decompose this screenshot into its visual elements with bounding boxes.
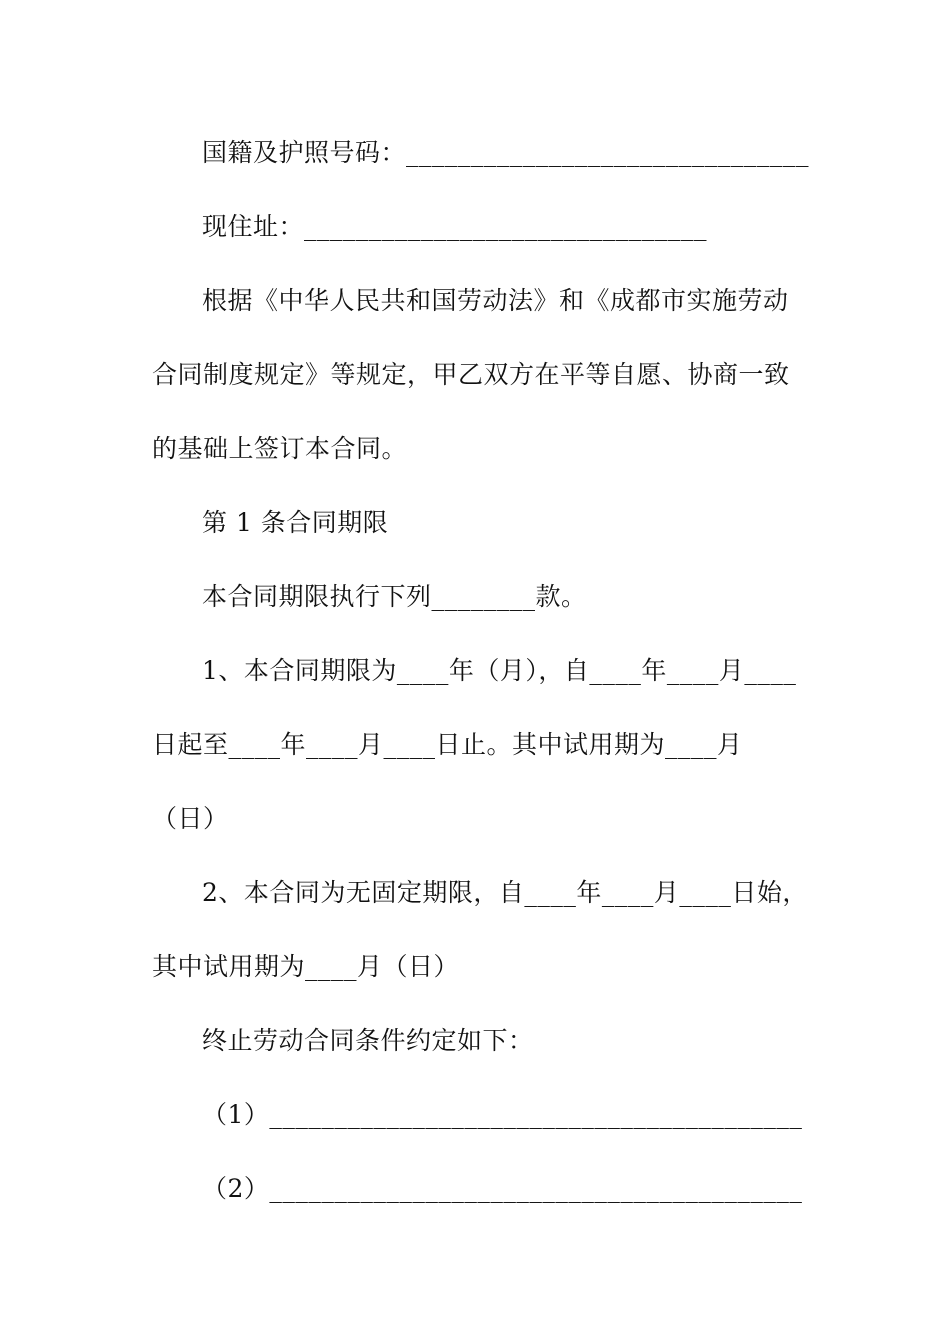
term-selection-line: 本合同期限执行下列________款。: [202, 582, 587, 611]
termination-condition-1: （1）_________________________________________: [202, 1100, 803, 1129]
article-1-heading: 第 1 条合同期限: [202, 508, 389, 537]
paragraph-basis-line-1: 根据《中华人民共和国劳动法》和《成都市实施劳动: [202, 286, 789, 315]
option-1-line-3: （日）: [152, 804, 229, 833]
option-2-line-1: 2、本合同为无固定期限，自____年____月____日始，: [202, 878, 808, 907]
current-address-line: 现住址：_______________________________: [202, 212, 708, 241]
paragraph-basis-line-2: 合同制度规定》等规定，甲乙双方在平等自愿、协商一致: [152, 360, 790, 389]
nationality-passport-line: 国籍及护照号码：_______________________________: [202, 138, 810, 167]
termination-condition-2: （2）_________________________________________: [202, 1174, 803, 1203]
termination-conditions-heading: 终止劳动合同条件约定如下：: [202, 1026, 534, 1055]
paragraph-basis-line-3: 的基础上签订本合同。: [152, 434, 408, 463]
option-1-line-1: 1、本合同期限为____年（月），自____年____月____: [202, 656, 797, 685]
option-1-line-2: 日起至____年____月____日止。其中试用期为____月: [152, 730, 743, 759]
option-2-line-2: 其中试用期为____月（日）: [152, 952, 460, 981]
